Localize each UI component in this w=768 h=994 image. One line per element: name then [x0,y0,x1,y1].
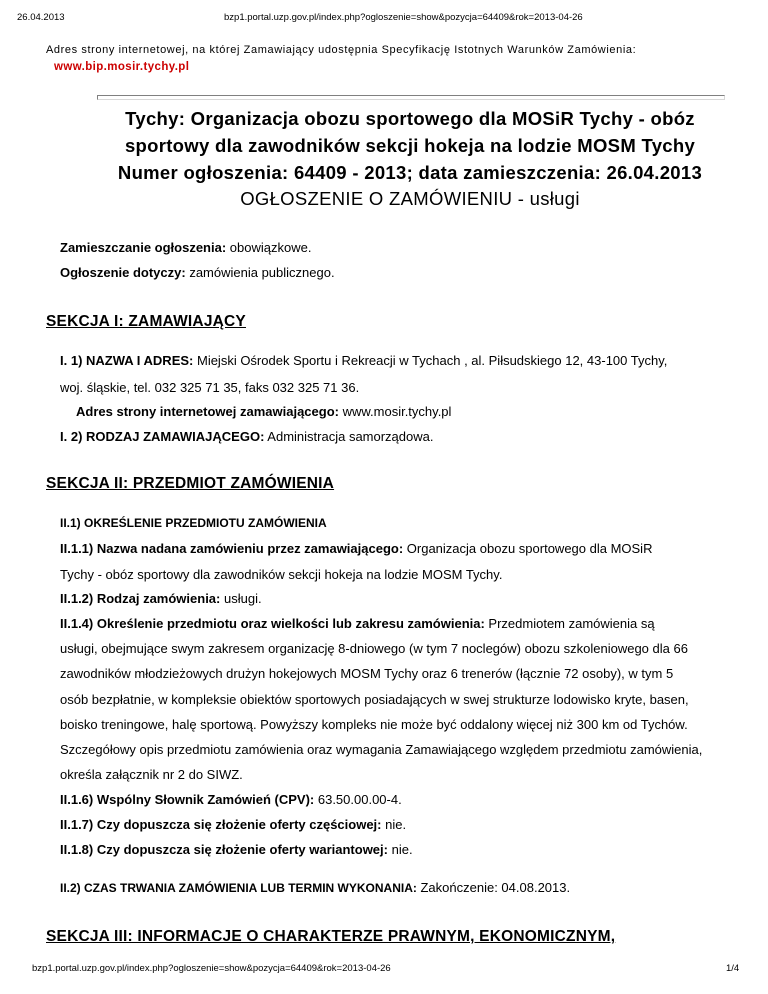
placement-value: obowiązkowe. [226,240,312,255]
variant-offer-row [60,842,413,857]
variant-offer-value: nie. [387,842,413,857]
contract-kind-row [60,591,262,606]
duration-label: II.2) CZAS TRWANIA ZAMÓWIENIA LUB TERMIN WYKONANIA: [60,881,417,895]
cpv-label: II.1.6) Wspólny Słownik Zamówień (CPV): [60,792,315,807]
section-2-heading: SEKCJA II: PRZEDMIOT ZAMÓWIENIA [46,475,335,492]
announcement-type: OGŁOSZENIE O ZAMÓWIENIU - usługi [240,188,580,209]
description-line: usługi, obejmujące swym zakresem organizację 8-dniowego (w tym 7 noclegów) obozu szkoleniowego dla 66 [60,641,688,656]
print-url: bzp1.portal.uzp.gov.pl/index.php?ogloszenie=show&pozycja=64409&rok=2013-04-26 [224,12,583,23]
description-line: zawodników młodzieżowych drużyn hokejowych MOSM Tychy oraz 6 trenerów (łącznie 72 osoby), w tym 5 [60,666,674,681]
contract-kind-value: usługi. [220,591,262,606]
contracting-www-row [76,404,451,419]
partial-offer-value: nie. [381,817,407,832]
siwz-note: Adres strony internetowej, na której Zamawiający udostępnia Specyfikację Istotnych Warunków Zamówienia: [46,44,637,56]
section-3-heading: SEKCJA III: INFORMACJE O CHARAKTERZE PRAWNYM, EKONOMICZNYM, [46,928,616,945]
contract-name-value: Organizacja obozu sportowego dla MOSiR [403,541,653,556]
print-footer-url: bzp1.portal.uzp.gov.pl/index.php?ogloszenie=show&pozycja=64409&rok=2013-04-26 [32,963,391,974]
print-date: 26.04.2013 [17,12,65,23]
description-line: Szczegółowy opis przedmiotu zamówienia oraz wymagania Zamawiającego względem przedmiotu zamówienia, [60,742,703,757]
concerns-value: zamówienia publicznego. [185,265,335,280]
description-line: boisko treningowe, halę sportową. Powyższy kompleks nie może być oddalony więcej niż 300 km od Tychów. [60,717,688,732]
section-1-heading: SEKCJA I: ZAMAWIAJĄCY [46,313,246,330]
contracting-address-cont: woj. śląskie, tel. 032 325 71 35, faks 032 325 71 36. [60,380,360,395]
variant-offer-label: II.1.8) Czy dopuszcza się złożenie oferty wariantowej: [60,842,388,857]
description-line: osób bezpłatnie, w kompleksie obiektów sportowych posiadających w swej strukturze lodowisko kryte, basen, [60,692,689,707]
cpv-value: 63.50.00.00-4. [314,792,402,807]
contract-description-label: II.1.4) Określenie przedmiotu oraz wielkości lub zakresu zamówienia: [60,616,485,631]
contract-name-row [60,541,652,556]
page-title-line1: Tychy: Organizacja obozu sportowego dla MOSiR Tychy - obóz [125,108,695,129]
contracting-www-value: www.mosir.tychy.pl [338,404,452,419]
contract-name-cont: Tychy - obóz sportowy dla zawodników sekcji hokeja na lodzie MOSM Tychy. [60,567,503,582]
contracting-type-label: I. 2) RODZAJ ZAMAWIAJĄCEGO: [60,429,265,444]
subject-definition-heading: II.1) OKREŚLENIE PRZEDMIOTU ZAMÓWIENIA [60,516,327,530]
concerns-label: Ogłoszenie dotyczy: [60,265,186,280]
contracting-name-label: I. 1) NAZWA I ADRES: [60,353,194,368]
announcement-number: Numer ogłoszenia: 64409 - 2013; data zamieszczenia: 26.04.2013 [117,162,703,183]
contracting-type-row [60,429,433,444]
page-number: 1/4 [726,963,740,974]
cpv-row [60,792,402,807]
contract-name-label: II.1.1) Nazwa nadana zamówieniu przez zamawiającego: [60,541,404,556]
page-title-line2: sportowy dla zawodników sekcji hokeja na lodzie MOSM Tychy [124,135,696,156]
contracting-www-label: Adres strony internetowej zamawiającego: [76,404,339,419]
contract-description-value: Przedmiotem zamówienia są [484,616,655,631]
siwz-link[interactable]: www.bip.mosir.tychy.pl [54,61,190,73]
contracting-name-row [60,353,667,368]
contract-description-row [60,616,655,631]
partial-offer-row [60,817,406,832]
description-line: określa załącznik nr 2 do SIWZ. [60,767,243,782]
contracting-type-value: Administracja samorządowa. [264,429,434,444]
placement-row [60,240,311,255]
placement-label: Zamieszczanie ogłoszenia: [60,240,227,255]
contract-kind-label: II.1.2) Rodzaj zamówienia: [60,591,221,606]
duration-value: Zakończenie: 04.08.2013. [416,880,571,895]
concerns-row [60,265,335,280]
partial-offer-label: II.1.7) Czy dopuszcza się złożenie oferty częściowej: [60,817,382,832]
duration-row [60,880,570,895]
contracting-name-value: Miejski Ośrodek Sportu i Rekreacji w Tychach , al. Piłsudskiego 12, 43-100 Tychy, [193,353,668,368]
divider [97,95,725,100]
